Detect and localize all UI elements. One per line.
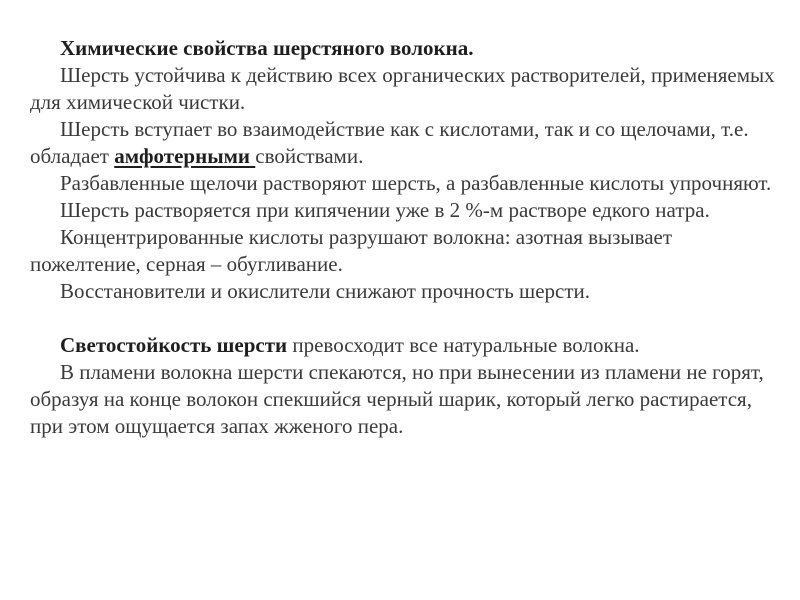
paragraph-dilute-solutions: Разбавленные щелочи растворяют шерсть, а разбавленные кислоты упрочняют.: [60, 171, 772, 195]
paragraph-flame-behavior: В пламени волокна шерсти спекаются, но при вынесении из пламени не горят, образуя на конце волокон спекшийся черный шарик, который легко растирается, при этом ощущается запах жженого пера.: [30, 360, 764, 438]
light-fastness-text: превосходит все натуральные волокна.: [287, 333, 640, 357]
paragraph-light-fastness: [30, 332, 775, 359]
amphoteric-term: амфотерными: [114, 144, 256, 168]
light-fastness-term: Светостойкость шерсти: [60, 333, 288, 357]
amphoteric-text-start: Шерсть вступает во взаимодействие как с кислотами, так и со щелочами, т.е. обладает: [30, 117, 749, 168]
paragraph-reducers-oxidizers: Восстановители и окислители снижают прочность шерсти.: [60, 279, 591, 303]
paragraph-amphoteric: [30, 116, 775, 170]
paragraph-solvent-resistance: Шерсть устойчива к действию всех органических растворителей, применяемых для химической чистки.: [30, 63, 775, 114]
amphoteric-text-end: свойствами.: [255, 144, 364, 168]
paragraph-boiling-naoh: Шерсть растворяется при кипячении уже в 2 %-м растворе едкого натра.: [60, 198, 710, 222]
paragraph-concentrated-acids: Концентрированные кислоты разрушают волокна: азотная вызывает пожелтение, серная – обугливание.: [30, 225, 673, 276]
slide-content: [30, 35, 775, 440]
paragraph-gap: [30, 305, 775, 332]
slide-title: Химические свойства шерстяного волокна.: [60, 36, 474, 60]
